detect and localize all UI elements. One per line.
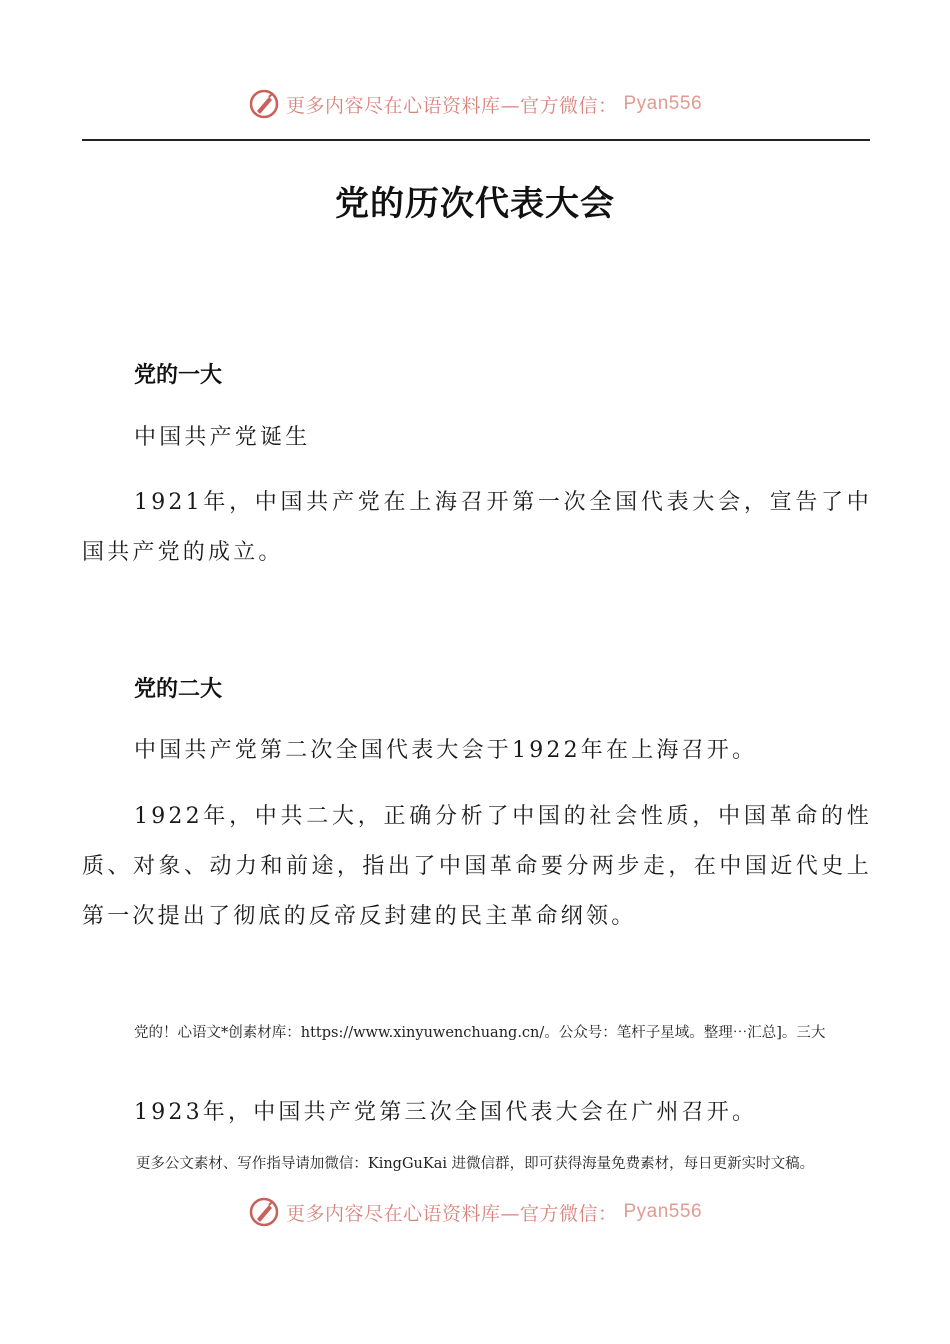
footer-watermark xyxy=(0,1192,950,1232)
section-body-2: 1922年，中共二大，正确分析了中国的社会性质，中国革命的性质、对象、动力和前途，指出了中国革命要分两步走，在中国近代史上第一次提出了彻底的反帝反封建的民主革命纲领。 xyxy=(82,804,872,929)
section-subtitle-1: 中国共产党诞生 xyxy=(134,425,311,450)
section-subtitle-2: 中国共产党第二次全国代表大会于1922年在上海召开。 xyxy=(134,738,758,763)
section-body-1: 1921年，中国共产党在上海召开第一次全国代表大会，宣告了中国共产党的成立。 xyxy=(82,490,872,565)
watermark-text: 更多内容尽在心语资料库—官方微信： xyxy=(285,1202,618,1225)
watermark-wechat-id: Pyan556 xyxy=(623,1201,703,1222)
watermark-text: 更多内容尽在心语资料库—官方微信： xyxy=(285,94,618,117)
watermark-wechat-id: Pyan556 xyxy=(623,93,703,114)
inline-note: 党的！心语文*创素材库：https://www.xinyuwenchuang.cn/。公众号：笔杆子星域。整理⋯汇总]。三大 xyxy=(134,1025,826,1041)
page-title: 党的历次代表大会 xyxy=(335,184,615,224)
pen-logo-icon xyxy=(248,1196,280,1228)
section-body-3: 1923年，中国共产党第三次全国代表大会在广州召开。 xyxy=(134,1100,758,1125)
header-rule xyxy=(82,139,870,141)
section-heading-1: 党的一大 xyxy=(134,363,223,388)
section-heading-2: 党的二大 xyxy=(134,677,223,702)
header-watermark xyxy=(0,84,950,124)
pen-logo-icon xyxy=(248,88,280,120)
footer-note: 更多公文素材、写作指导请加微信：KingGuKai 进微信群，即可获得海量免费素材，每日更新实时文稿。 xyxy=(135,1156,815,1172)
